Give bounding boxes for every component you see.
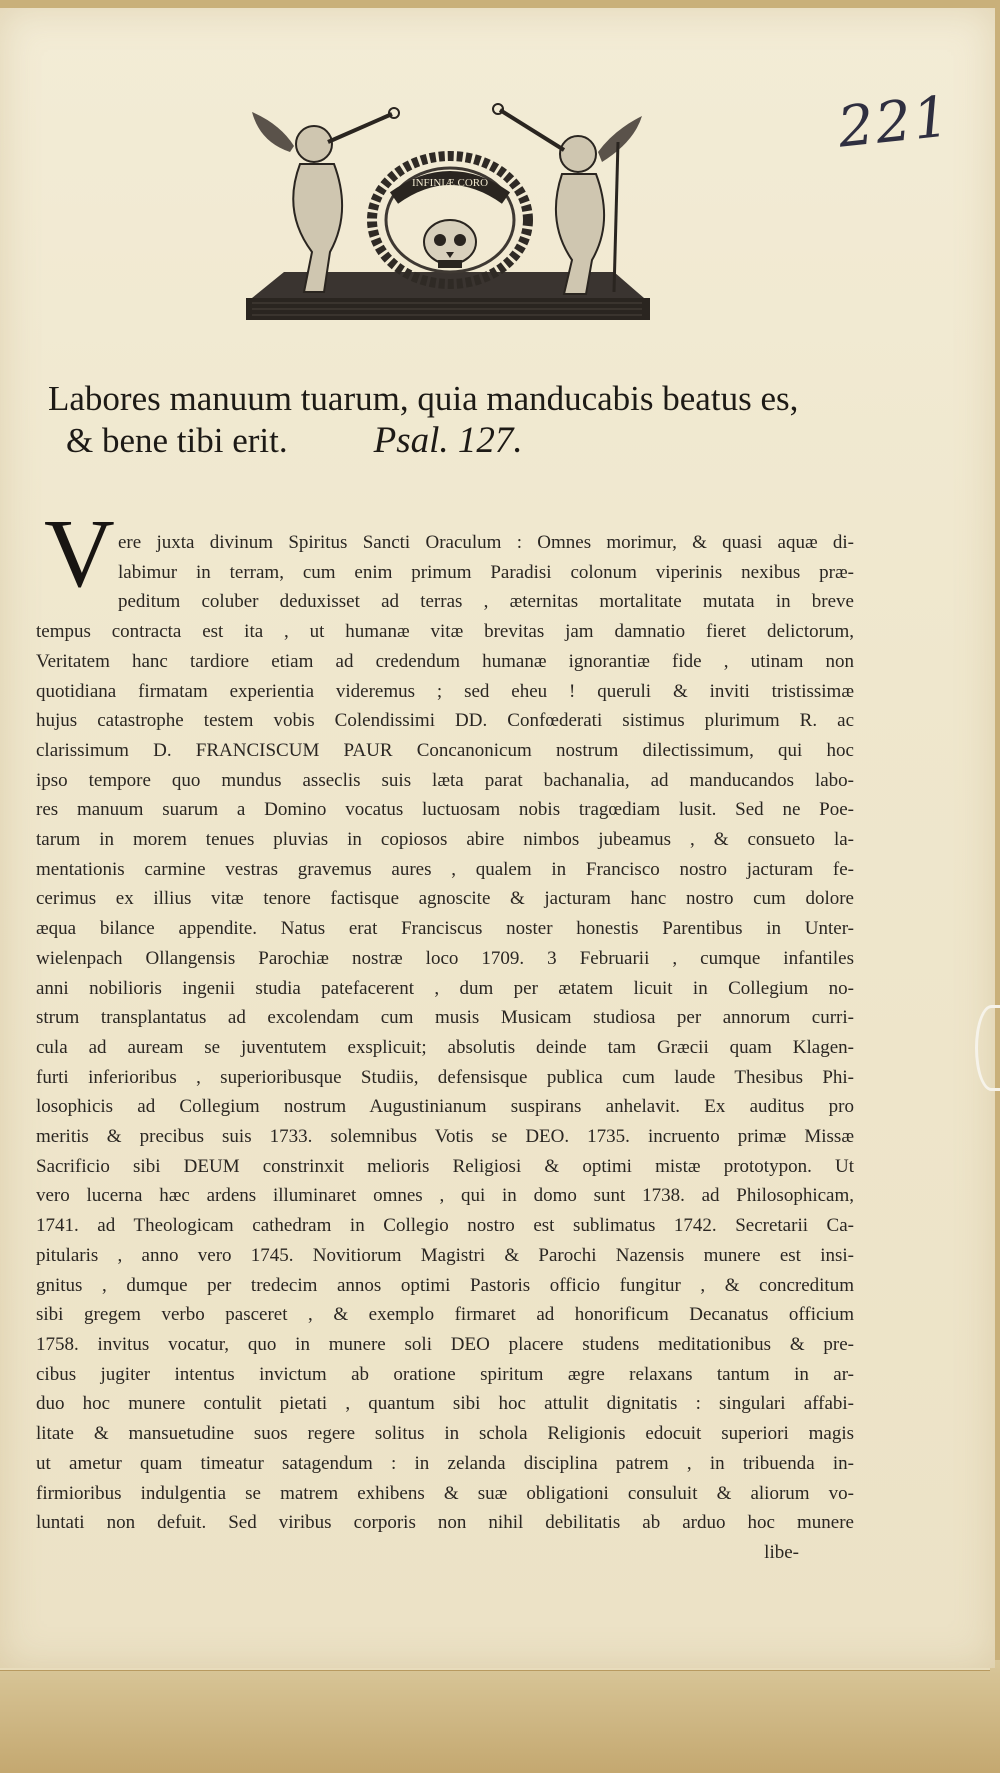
background-page-stack: [0, 1660, 1000, 1773]
text-line: clarissimum D. FRANCISCUM PAUR Concanonicum nostrum dilectissimum, qui hoc: [36, 739, 854, 761]
text-line: 1741. ad Theologicam cathedram in Collegio nostro est sublimatus 1742. Secretarii Ca-: [36, 1215, 854, 1237]
text-line: strum transplantatus ad excolendam cum musis Musicam studiosa per annorum curri-: [36, 1007, 854, 1029]
text-line: cula ad auream se juventutem exsplicuit; absolutis deinde tam Græcii quam Klagen-: [36, 1036, 854, 1058]
heading-scripture: [48, 378, 868, 462]
text-line: tarum in morem tenues pluvias in copiosos abire nimbos jubeamus , & consueto la-: [36, 829, 854, 851]
text-line: ere juxta divinum Spiritus Sancti Oraculum : Omnes morimur, & quasi aquæ di-: [118, 532, 854, 553]
text-line: cibus jugiter intentus invictum ab oratione spiritum ægre relaxans tantum in ar-: [36, 1363, 854, 1385]
catchword: libe-: [764, 1541, 799, 1563]
psalm-citation: Psal. 127.: [373, 420, 523, 461]
text-line: tempus contracta est ita , ut humanæ vitæ brevitas jam damnatio fieret delictorum,: [36, 621, 854, 643]
text-line: sibi gregem verbo pasceret , & exemplo firmaret ad honorificum Decanatus officium: [36, 1304, 854, 1326]
text-line: duo hoc munere contulit pietati , quantum sibi hoc attulit dignitatis : singulari affabi-: [36, 1393, 854, 1415]
text-line: ut ametur quam timeatur satagendum : in zelanda disciplina patrem , in tribuenda in-: [36, 1452, 854, 1474]
text-line: æqua bilance appendite. Natus erat Franciscus noster honestis Parentibus in Unter-: [36, 918, 854, 940]
text-line: 1758. invitus vocatur, quo in munere soli DEO placere studens meditationibus & pre-: [36, 1333, 854, 1355]
text-line: firmioribus indulgentia se matrem exhibens & suæ obligationi consuluit & aliorum vo-: [36, 1482, 854, 1504]
text-line: Veritatem hanc tardiore etiam ad credendum humanæ ignorantiæ fide , utinam non: [36, 650, 854, 672]
heading-line-1: Labores manuum tuarum, quia manducabis beatus es,: [48, 379, 799, 418]
text-line: vero lucerna hæc ardens illuminaret omnes , qui in domo sunt 1738. ad Philosophicam,: [36, 1185, 854, 1207]
text-line: luntati non defuit. Sed viribus corporis non nihil debilitatis ab arduo hoc munere: [36, 1512, 854, 1534]
text-line: anni nobilioris ingenii studia patefacerent , dum per ætatem licuit in Collegium no-: [36, 977, 854, 999]
text-line: res manuum suarum a Domino vocatus luctuosam nobis tragœdiam lusit. Sed ne Poe-: [36, 799, 854, 821]
text-line: hujus catastrophe testem vobis Colendissimi DD. Confœderati sistimus plurimum R. ac: [36, 710, 854, 732]
text-line: Sacrificio sibi DEUM constrinxit melioris Religiosi & optimi mistæ prototypon. Ut: [36, 1155, 854, 1177]
text-line: cerimus ex illius vitæ tenore factisque agnoscite & jacturam hanc nostro cum dolore: [36, 888, 854, 910]
document-page: [0, 8, 995, 1668]
text-line: ipso tempore quo mundus asseclis suis læta parat bachanalia, ad manducandos labo-: [36, 769, 854, 791]
text-line: peditum coluber deduxisset ad terras , æternitas mortalitate mutata in breve: [118, 591, 854, 613]
memento-mori-vignette: [242, 102, 662, 354]
vignette-motto: INFINIÆ CORO: [411, 177, 489, 189]
text-line: wielenpach Ollangensis Parochiæ nostræ loco 1709. 3 Februarii , cumque infantiles: [36, 947, 854, 969]
folio-number: 221: [834, 84, 954, 161]
text-line: meritis & precibus suis 1733. solemnibus Votis se DEO. 1735. incruento primæ Missæ: [36, 1126, 854, 1148]
heading-line-2-wrap: [48, 420, 868, 462]
text-line: labimur in terram, cum enim primum Paradisi colonum viperinis nexibus præ-: [118, 561, 854, 583]
body-text: [36, 528, 854, 1568]
text-line: furti inferioribus , superioribusque Studiis, defensisque publica cum laude Thesibus Phi-: [36, 1066, 854, 1088]
text-line: gnitus , dumque per tredecim annos optimi Pastoris officio fungitur , & concreditum: [36, 1274, 854, 1296]
ribbon-loop: [975, 1005, 1000, 1091]
text-line: litate & mansuetudine suos regere solitus in schola Religionis edocuit superiori magis: [36, 1423, 854, 1445]
text-line: quotidiana firmatam experientia videremus ; sed eheu ! queruli & inviti tristissimæ: [36, 680, 854, 702]
drop-cap: V: [44, 500, 115, 608]
text-line: losophicis ad Collegium nostrum Augustinianum suspirans anhelavit. Ex auditus pro: [36, 1096, 854, 1118]
heading-line-2: & bene tibi erit.: [66, 421, 288, 460]
text-line: mentationis carmine vestras gravemus aures , qualem in Francisco nostro jacturam fe-: [36, 858, 854, 880]
text-line: pitularis , anno vero 1745. Novitiorum Magistri & Parochi Nazensis munere est insi-: [36, 1244, 854, 1266]
